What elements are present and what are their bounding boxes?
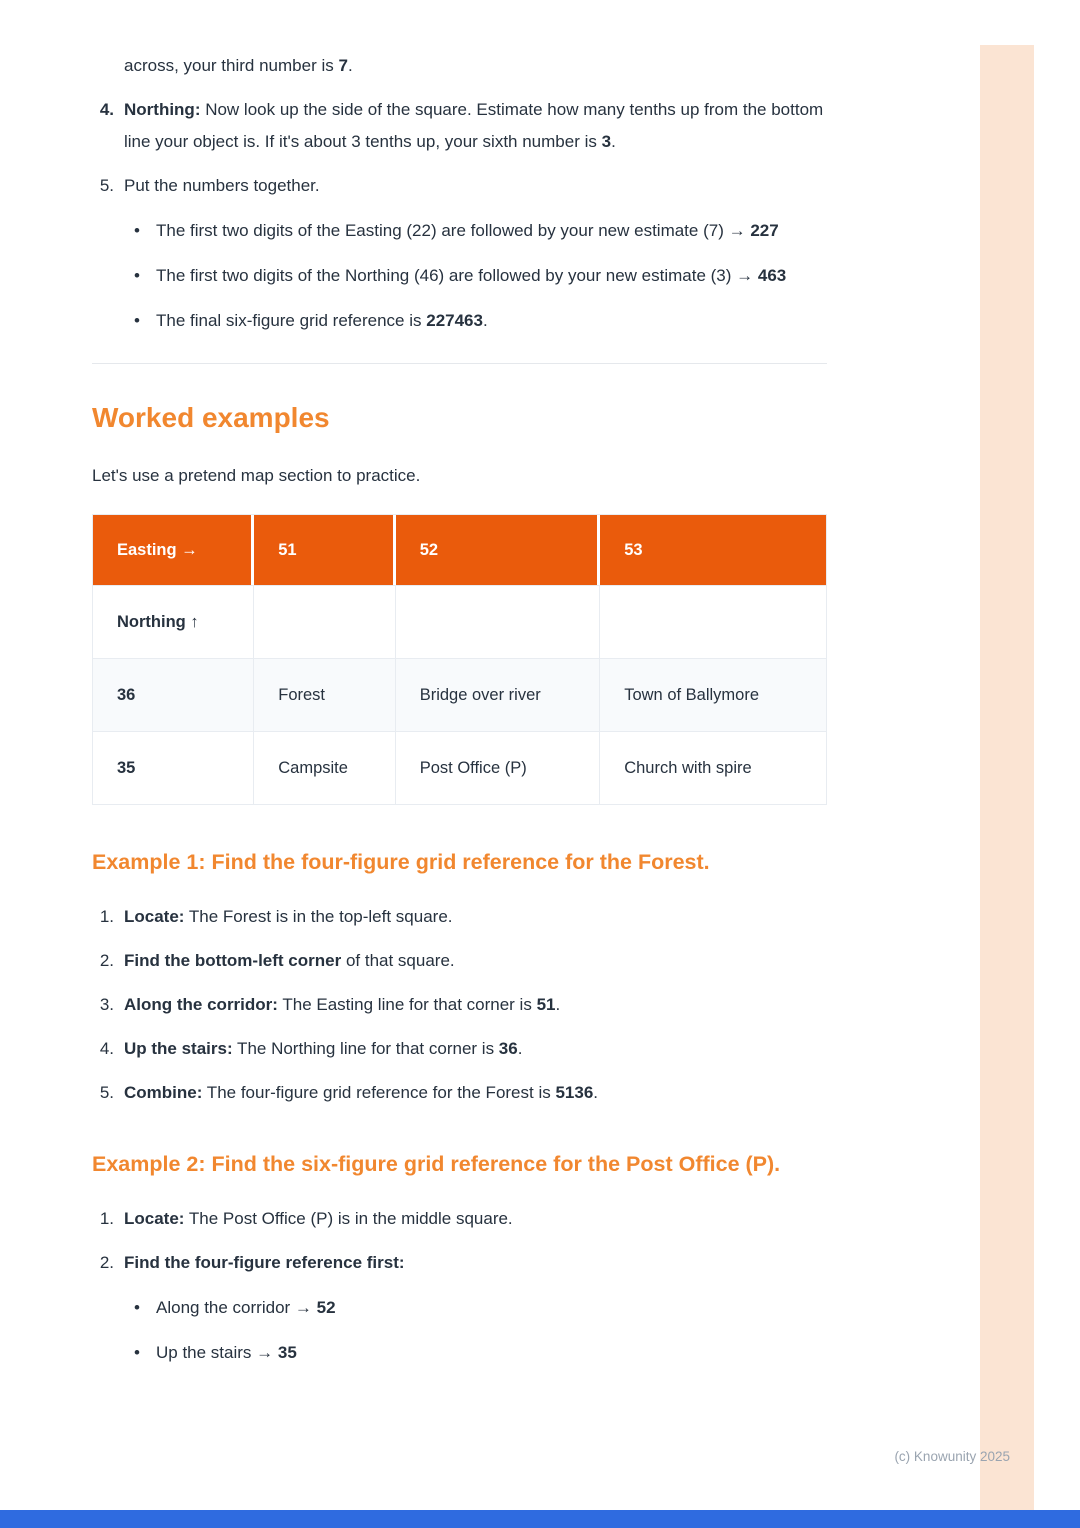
step-text: Locate: The Post Office (P) is in the middle square.: [124, 1209, 513, 1228]
step-3-continuation: across, your third number is 7.: [124, 56, 353, 75]
step-item: [92, 1247, 827, 1369]
bullet-text: The first two digits of the Easting (22) are followed by your new estimate (7) → 227: [156, 221, 779, 240]
step-marker: 5.: [99, 1083, 114, 1102]
step-marker: 2.: [99, 1253, 114, 1272]
bullet-item: [134, 260, 827, 292]
step-item-5: [92, 170, 827, 337]
step-text: Find the bottom-left corner of that square.: [124, 951, 455, 970]
step-item-4: [92, 94, 827, 158]
table-header-cell: 52: [396, 515, 601, 585]
bullet-item: [134, 215, 827, 247]
table-cell: Church with spire: [600, 731, 826, 804]
map-table: [92, 514, 827, 805]
worked-examples-heading: Worked examples: [92, 402, 330, 433]
bullet-dot: •: [134, 1298, 140, 1317]
bottom-blue-bar: [0, 1510, 1080, 1528]
watermark: (c) Knowunity 2025: [894, 1449, 1010, 1464]
step-text: Along the corridor: The Easting line for that corner is 51.: [124, 995, 561, 1014]
bullet-text: Up the stairs → 35: [156, 1343, 297, 1362]
step-text: Combine: The four-figure grid reference for the Forest is 5136.: [124, 1083, 599, 1102]
example1-steps: [92, 901, 827, 1109]
step-text: Northing: Now look up the side of the square. Estimate how many tenths up from the bottom line your object is. If it's about 3 tenths up, your sixth number is 3.: [124, 100, 824, 151]
table-header-easting: Easting →: [93, 515, 254, 585]
step-marker: 2.: [99, 951, 114, 970]
table-row-northing: [93, 585, 826, 658]
step-marker: 4.: [99, 100, 114, 119]
bullet-text: Along the corridor → 52: [156, 1298, 336, 1317]
table-header-cell: 53: [600, 515, 826, 585]
bullet-text: The first two digits of the Northing (46) are followed by your new estimate (3) → 463: [156, 266, 787, 285]
bullet-dot: •: [134, 1343, 140, 1362]
bullet-dot: •: [134, 266, 140, 285]
step-text: Up the stairs: The Northing line for that corner is 36.: [124, 1039, 523, 1058]
step-text-lead: Find the four-figure reference first:: [124, 1253, 405, 1272]
step-text: [124, 1247, 827, 1369]
step-item: [92, 1077, 827, 1109]
table-cell: [396, 585, 601, 658]
numbered-steps-top: [92, 50, 827, 337]
table-cell-northing-label: Northing ↑: [93, 585, 254, 658]
table-cell: Town of Ballymore: [600, 658, 826, 731]
table-header-cell: 51: [254, 515, 395, 585]
table-row-35: [93, 731, 826, 804]
table-cell: [600, 585, 826, 658]
step-5-bullets: [134, 215, 827, 337]
step-marker: 1.: [99, 1209, 114, 1228]
right-margin-strip: [980, 45, 1034, 1510]
step-item: [92, 945, 827, 977]
bullet-dot: •: [134, 221, 140, 240]
table-cell: Forest: [254, 658, 395, 731]
step-text: [124, 170, 827, 337]
bullet-item: [134, 1337, 827, 1369]
table-row-36: [93, 658, 826, 731]
example2-heading: Example 2: Find the six-figure grid reference for the Post Office (P).: [92, 1152, 781, 1176]
table-cell: Post Office (P): [396, 731, 601, 804]
table-cell-row-label: 36: [93, 658, 254, 731]
step-marker: 4.: [99, 1039, 114, 1058]
document-content: [92, 50, 827, 1369]
table-cell-row-label: 35: [93, 731, 254, 804]
bullet-text: The final six-figure grid reference is 227463.: [156, 311, 488, 330]
bullet-dot: •: [134, 311, 140, 330]
section-divider: [92, 363, 827, 364]
table-cell: [254, 585, 395, 658]
example1-heading: Example 1: Find the four-figure grid reference for the Forest.: [92, 850, 710, 874]
map-table-header-row: [93, 515, 826, 585]
table-cell: Campsite: [254, 731, 395, 804]
step-5-intro: Put the numbers together.: [124, 176, 320, 195]
step-marker: 1.: [99, 907, 114, 926]
step-item: [92, 1203, 827, 1235]
bullet-item: [134, 305, 827, 337]
step-item: [92, 989, 827, 1021]
step-text: Locate: The Forest is in the top-left square.: [124, 907, 453, 926]
example2-steps: [92, 1203, 827, 1369]
table-cell: Bridge over river: [396, 658, 601, 731]
step-marker: 3.: [99, 995, 114, 1014]
bullet-item: [134, 1292, 827, 1324]
example2-bullets: [134, 1292, 827, 1369]
step-marker: 5.: [99, 176, 114, 195]
step-item: [92, 1033, 827, 1065]
worked-examples-intro: Let's use a pretend map section to practice.: [92, 466, 421, 485]
step-item: [92, 901, 827, 933]
